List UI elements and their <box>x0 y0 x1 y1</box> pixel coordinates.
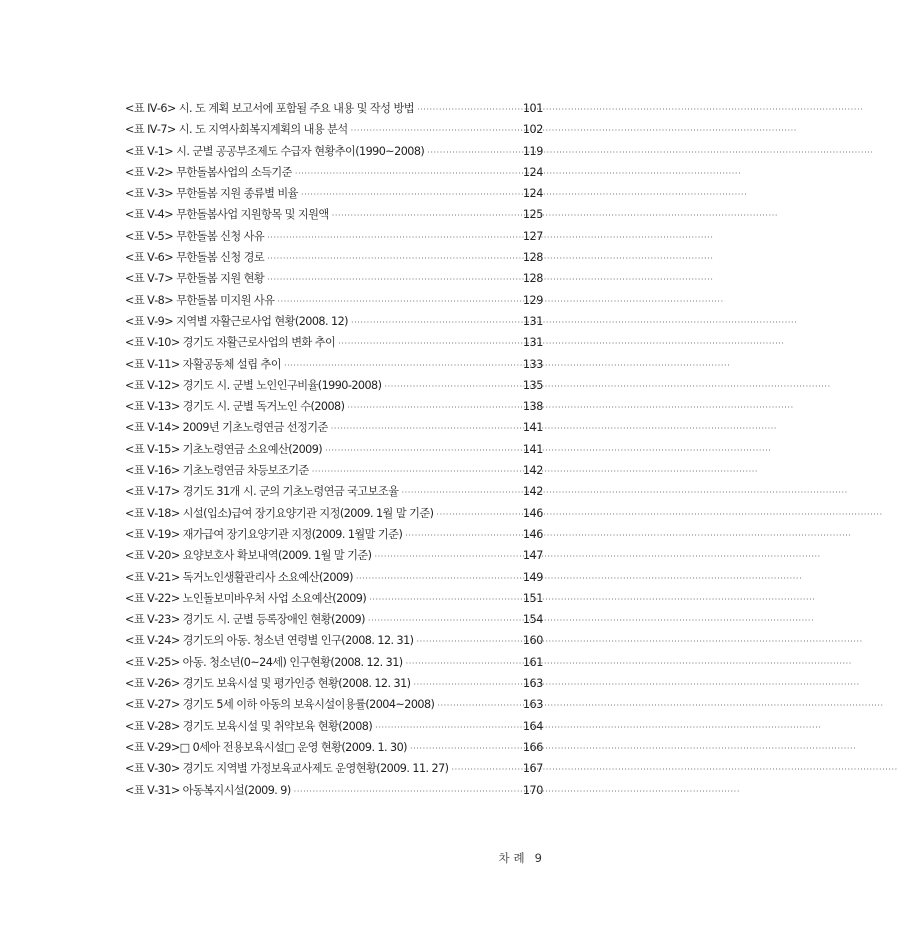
toc-entry[interactable] <box>125 396 543 417</box>
toc-entry-title: <표 Ⅴ-1> 시. 군별 공공부조제도 수급자 현황추이(1990~2008) <box>125 144 425 158</box>
toc-entry-title: <표 Ⅴ-10> 경기도 자활근로사업의 변화 추이 <box>125 336 336 350</box>
dot-leader <box>417 99 511 120</box>
dot-leader <box>295 163 511 184</box>
dot-leader <box>351 120 511 141</box>
toc-entry[interactable] <box>125 183 543 204</box>
toc-entry[interactable] <box>125 545 543 566</box>
toc-entry-page-number: 133 <box>522 357 543 371</box>
toc-entry-page-number: 164 <box>522 719 543 733</box>
dot-leader <box>452 759 512 780</box>
dot-leader <box>294 781 511 802</box>
toc-entry-title: <표 Ⅴ-20> 요양보호사 확보내역(2009. 1월 말 기준) <box>125 549 372 563</box>
toc-entry[interactable] <box>125 141 543 162</box>
toc-entry[interactable] <box>125 503 543 524</box>
dot-leader <box>267 269 511 290</box>
toc-entry-page-number: 119 <box>522 144 543 158</box>
dot-leader <box>312 461 511 482</box>
toc-entry-title: <표 Ⅳ-7> 시. 도 지역사회복지계획의 내용 분석 <box>125 123 348 137</box>
toc-entry-page-number: 124 <box>522 165 543 179</box>
toc-entry-page-number: 147 <box>522 549 543 563</box>
toc-entry[interactable] <box>125 268 543 289</box>
toc-entry-title: <표 Ⅴ-7> 무한돌봄 지원 현황 <box>125 272 265 286</box>
toc-entry-page-number: 125 <box>522 208 543 222</box>
toc-entry[interactable] <box>125 758 543 779</box>
dot-leader <box>267 248 511 269</box>
toc-entry-title: <표 Ⅴ-5> 무한돌봄 신청 사유 <box>125 229 265 243</box>
toc-entry-page-number: 161 <box>522 655 543 669</box>
toc-entry-page-number: 142 <box>522 485 543 499</box>
toc-entry[interactable] <box>125 588 543 609</box>
toc-entry-page-number: 151 <box>522 591 543 605</box>
toc-entry-title: <표 Ⅴ-14> 2009년 기초노령연금 선정기준 <box>125 421 328 435</box>
toc-entry[interactable] <box>125 673 543 694</box>
toc-entry-page-number: 131 <box>522 314 543 328</box>
toc-entry[interactable] <box>125 417 543 438</box>
toc-entry-page-number: 138 <box>522 400 543 414</box>
dot-leader <box>413 674 511 695</box>
dot-leader <box>401 482 511 503</box>
toc-entry[interactable] <box>125 716 543 737</box>
toc-entry-page-number: 141 <box>522 442 543 456</box>
toc-entry-page-number: 129 <box>522 293 543 307</box>
toc-entry-page-number: 163 <box>522 677 543 691</box>
toc-entry-title: <표 Ⅴ-23> 경기도 시. 군별 등록장애인 현황(2009) <box>125 613 365 627</box>
toc-entry-title: <표 Ⅴ-30> 경기도 지역별 가정보육교사제도 운영현황(2009. 11. 27) <box>125 762 449 776</box>
toc-entry[interactable] <box>125 119 543 140</box>
toc-entry[interactable] <box>125 311 543 332</box>
dot-leader <box>325 440 511 461</box>
dot-leader <box>384 376 511 397</box>
toc-entry[interactable] <box>125 694 543 715</box>
dot-leader <box>267 227 511 248</box>
toc-entry-page-number: 166 <box>522 740 543 754</box>
toc-entry-title: <표 Ⅴ-21> 독거노인생활관리사 소요예산(2009) <box>125 570 353 584</box>
dot-leader <box>331 418 511 439</box>
toc-entry-title: <표 Ⅴ-29>□ 0세아 전용보육시설□ 운영 현황(2009. 1. 30) <box>125 740 407 754</box>
toc-entry-title: <표 Ⅴ-16> 기초노령연금 차등보조기준 <box>125 464 309 478</box>
toc-entry[interactable] <box>125 780 543 801</box>
footer-section-label: 차례 <box>498 851 529 865</box>
toc-entry-page-number: 146 <box>522 506 543 520</box>
toc-entry-title: <표 Ⅴ-11> 자활공동체 설립 추이 <box>125 357 281 371</box>
toc-entry-title: <표 Ⅴ-17> 경기도 31개 시. 군의 기초노령연금 국고보조율 <box>125 485 399 499</box>
dot-leader <box>338 333 511 354</box>
dot-leader <box>284 355 511 376</box>
toc-entry-title: <표 Ⅴ-28> 경기도 보육시설 및 취약보육 현황(2008) <box>125 719 373 733</box>
toc-entry-page-number: 101 <box>522 102 543 115</box>
toc-entry[interactable] <box>125 226 543 247</box>
toc-entry-title: <표 Ⅴ-18> 시설(입소)급여 장기요양기관 지정(2009. 1월 말 기준) <box>125 506 434 520</box>
toc-entry-page-number: 154 <box>522 613 543 627</box>
toc-entry-title: <표 Ⅴ-27> 경기도 5세 이하 아동의 보육시설이용률(2004~2008) <box>125 698 435 712</box>
dot-leader <box>416 631 511 652</box>
toc-entry[interactable] <box>125 162 543 183</box>
toc-entry[interactable] <box>125 354 543 375</box>
toc-entry-page-number: 142 <box>522 464 543 478</box>
toc-entry-title: <표 Ⅴ-15> 기초노령연금 소요예산(2009) <box>125 442 323 456</box>
dot-leader <box>347 397 511 418</box>
toc-entry-page-number: 102 <box>522 123 543 137</box>
toc-entry-page-number: 170 <box>522 783 543 797</box>
toc-entry-page-number: 128 <box>522 272 543 286</box>
dot-leader <box>410 738 511 759</box>
dot-leader <box>332 205 511 226</box>
toc-entry-page-number: 167 <box>522 762 543 776</box>
toc-entry-page-number: 128 <box>522 251 543 265</box>
dot-leader <box>356 568 511 589</box>
toc-entry[interactable] <box>125 290 543 311</box>
toc-entry[interactable] <box>125 460 543 481</box>
dot-leader <box>427 142 511 163</box>
toc-entry-title: <표 Ⅴ-2> 무한돌봄사업의 소득기준 <box>125 165 292 179</box>
toc-entry-title: <표 Ⅴ-24> 경기도의 아동. 청소년 연령별 인구(2008. 12. 31) <box>125 634 414 648</box>
toc-entry-title: <표 Ⅴ-31> 아동복지시설(2009. 9) <box>125 783 291 797</box>
toc-entry[interactable] <box>125 481 543 502</box>
toc-entry-page-number: 127 <box>522 229 543 243</box>
toc-entry-page-number: 163 <box>522 698 543 712</box>
toc-entry[interactable] <box>125 652 543 673</box>
toc-entry[interactable] <box>125 567 543 588</box>
toc-entry[interactable] <box>125 609 543 630</box>
toc-entry[interactable] <box>125 630 543 651</box>
toc-entry-page-number: 135 <box>522 378 543 392</box>
toc-entry-page-number: 160 <box>522 634 543 648</box>
dot-leader <box>437 695 511 716</box>
toc-entry-title: <표 Ⅴ-4> 무한돌봄사업 지원항목 및 지원액 <box>125 208 329 222</box>
toc-entry-title: <표 Ⅴ-9> 지역별 자활근로사업 현황(2008. 12) <box>125 314 348 328</box>
toc-entry-page-number: 124 <box>522 187 543 201</box>
dot-leader <box>375 546 512 567</box>
toc-entry-page-number: 131 <box>522 336 543 350</box>
toc-entry-title: <표 Ⅴ-12> 경기도 시. 군별 노인인구비율(1990-2008) <box>125 378 382 392</box>
toc-entry-page-number: 141 <box>522 421 543 435</box>
dot-leader <box>375 717 511 738</box>
dot-leader <box>351 312 511 333</box>
toc-entry[interactable] <box>125 439 543 460</box>
toc-entry-title: <표 Ⅴ-25> 아동. 청소년(0~24세) 인구현황(2008. 12. 31) <box>125 655 403 669</box>
toc-entry-title: <표 Ⅴ-8> 무한돌봄 미지원 사유 <box>125 293 275 307</box>
toc-entry[interactable] <box>125 98 543 119</box>
dot-leader <box>406 653 511 674</box>
toc-entry[interactable] <box>125 737 543 758</box>
toc-entry-title: <표 Ⅴ-26> 경기도 보육시설 및 평가인증 현황(2008. 12. 31) <box>125 677 411 691</box>
toc-entry-title: <표 Ⅴ-19> 재가급여 장기요양기관 지정(2009. 1월말 기준) <box>125 527 403 541</box>
toc-entry-title: <표 Ⅴ-6> 무한돌봄 신청 경로 <box>125 251 265 265</box>
dot-leader <box>405 525 511 546</box>
toc-entry-title: <표 Ⅴ-3> 무한돌봄 지원 종류별 비율 <box>125 187 298 201</box>
toc-entry[interactable] <box>125 375 543 396</box>
toc-entry-title: <표 Ⅳ-6> 시. 도 계획 보고서에 포함될 주요 내용 및 작성 방법 <box>125 102 414 115</box>
toc-entry-page-number: 149 <box>522 570 543 584</box>
toc-entry-page-number: 146 <box>522 527 543 541</box>
dot-leader <box>277 291 511 312</box>
toc-entry-title: <표 Ⅴ-13> 경기도 시. 군별 독거노인 수(2008) <box>125 400 345 414</box>
toc-entry-title: <표 Ⅴ-22> 노인돌보미바우처 사업 소요예산(2009) <box>125 591 367 605</box>
toc-entry[interactable] <box>125 204 543 225</box>
footer-page-number: 9 <box>534 851 542 865</box>
dot-leader <box>436 504 511 525</box>
page-footer <box>498 850 542 866</box>
toc-entry[interactable] <box>125 332 543 353</box>
table-of-contents-list <box>125 98 543 801</box>
dot-leader <box>301 184 511 205</box>
dot-leader <box>369 589 511 610</box>
toc-entry[interactable] <box>125 247 543 268</box>
dot-leader <box>368 610 511 631</box>
toc-entry[interactable] <box>125 524 543 545</box>
